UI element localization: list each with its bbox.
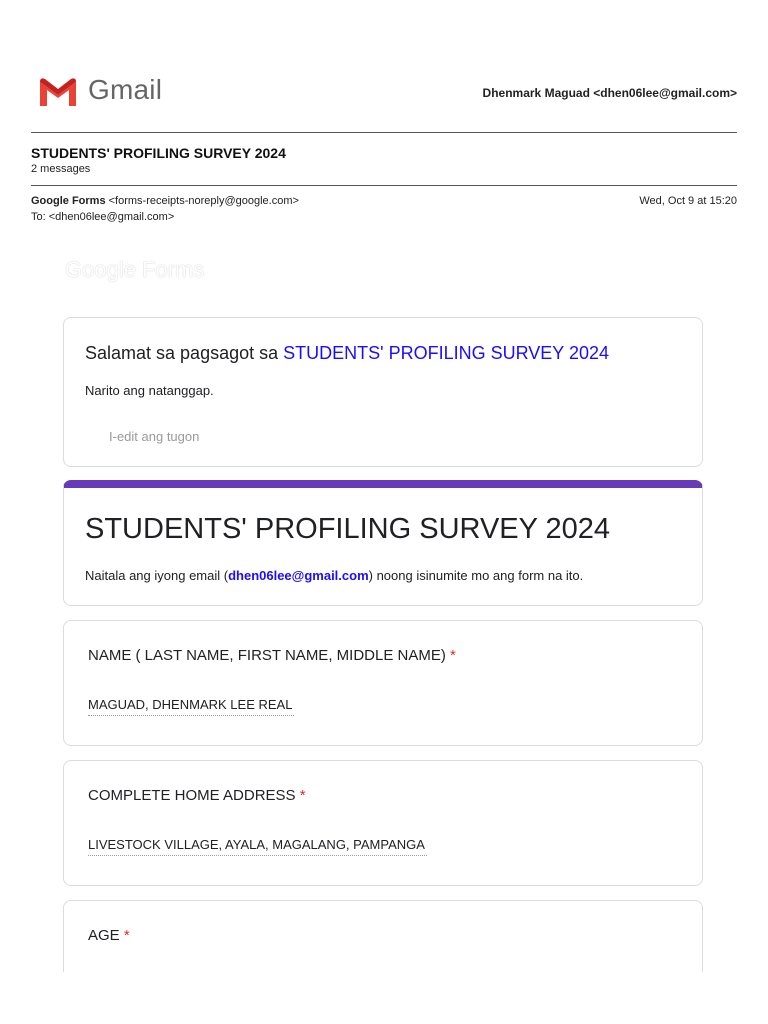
- message-to: To: <dhen06lee@gmail.com>: [31, 211, 175, 223]
- subject-divider: [31, 185, 737, 186]
- cropped-region: [0, 900, 768, 972]
- gmail-logo-icon: [37, 76, 79, 108]
- question-text: NAME ( LAST NAME, FIRST NAME, MIDDLE NAME): [88, 647, 446, 664]
- required-asterisk: *: [299, 787, 306, 804]
- message-count: 2 messages: [31, 163, 91, 175]
- question-card-address: [63, 760, 703, 886]
- question-label: [88, 927, 130, 944]
- question-text: COMPLETE HOME ADDRESS: [88, 787, 296, 804]
- thanks-card: [63, 317, 703, 467]
- message-from: [31, 195, 299, 207]
- email-note-suffix: ) noong isinumite mo ang form na ito.: [368, 568, 584, 583]
- question-card-age: [63, 900, 703, 972]
- email-note-prefix: Naitala ang iyong email (: [85, 568, 229, 583]
- form-header-card: [63, 480, 703, 606]
- thanks-note: Narito ang natanggap.: [85, 383, 214, 398]
- email-recorded-note: [85, 568, 583, 583]
- sender-email: <forms-receipts-noreply@google.com>: [108, 195, 299, 207]
- google-forms-logo: Google Forms: [65, 257, 205, 282]
- question-label: [88, 647, 456, 664]
- edit-response-link[interactable]: I-edit ang tugon: [109, 429, 200, 444]
- thanks-heading: [85, 343, 609, 364]
- answer-text: MAGUAD, DHENMARK LEE REAL: [88, 697, 294, 716]
- question-text: AGE: [88, 927, 120, 944]
- required-asterisk: *: [123, 927, 130, 944]
- sender-name: Google Forms: [31, 195, 106, 207]
- header-divider: [31, 132, 737, 133]
- message-date: Wed, Oct 9 at 15:20: [639, 195, 737, 207]
- answer-text: LIVESTOCK VILLAGE, AYALA, MAGALANG, PAMPANGA: [88, 837, 427, 856]
- respondent-email-link[interactable]: dhen06lee@gmail.com: [228, 568, 369, 583]
- question-label: [88, 787, 306, 804]
- form-link[interactable]: STUDENTS' PROFILING SURVEY 2024: [283, 343, 609, 363]
- thread-subject: STUDENTS' PROFILING SURVEY 2024: [31, 145, 286, 161]
- gmail-brand-text: Gmail: [88, 74, 163, 105]
- required-asterisk: *: [450, 647, 456, 664]
- form-title: STUDENTS' PROFILING SURVEY 2024: [85, 513, 611, 545]
- account-label: Dhenmark Maguad <dhen06lee@gmail.com>: [482, 86, 737, 100]
- question-card-name: [63, 620, 703, 746]
- thanks-prefix: Salamat sa pagsagot sa: [85, 343, 284, 363]
